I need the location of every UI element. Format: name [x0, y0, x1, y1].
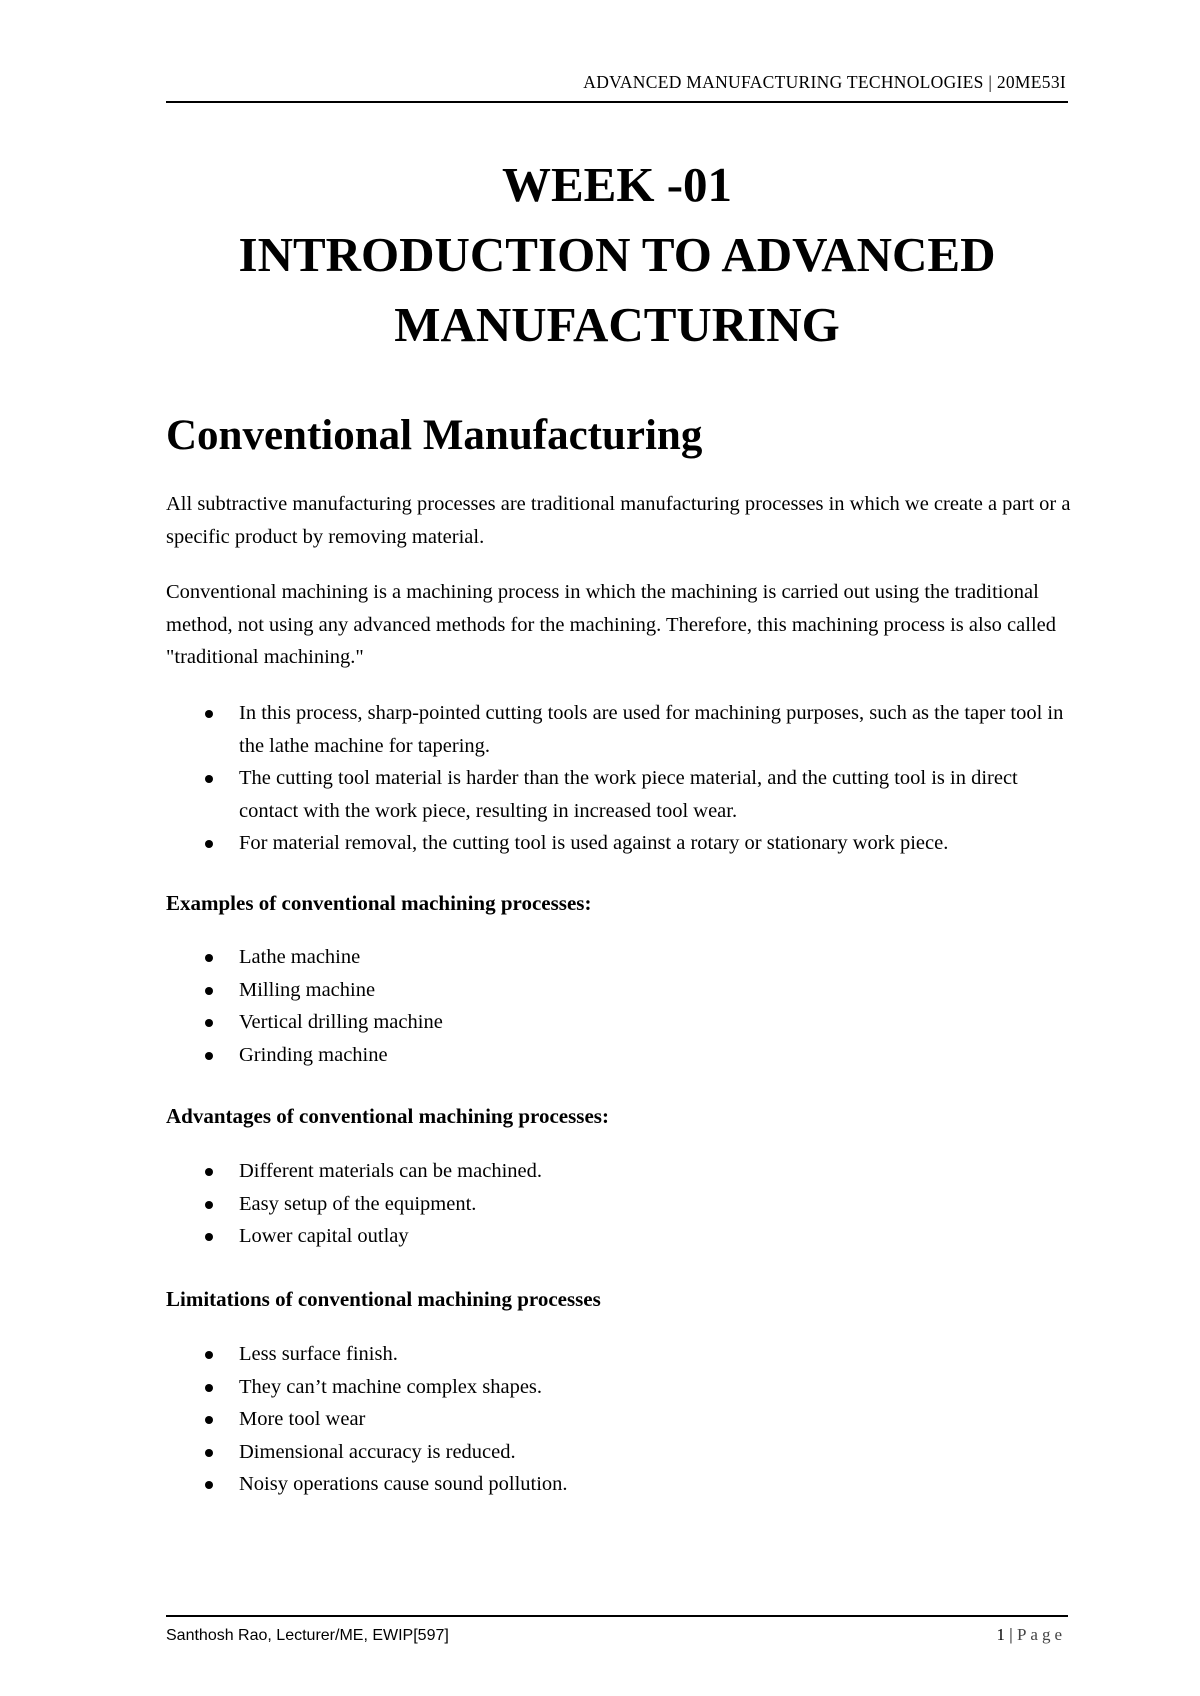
list-item: Grinding machine	[166, 1039, 1071, 1072]
bullet-icon	[205, 1019, 213, 1027]
header-rule	[166, 101, 1068, 103]
section-heading: Conventional Manufacturing	[166, 412, 703, 459]
title-week: WEEK -01	[501, 157, 733, 212]
bullet-icon	[205, 1449, 213, 1457]
process-points-list	[166, 697, 1071, 860]
title-line-3: MANUFACTURING	[394, 297, 840, 352]
list-item: Less surface finish.	[166, 1338, 1071, 1371]
title-line-2: INTRODUCTION TO ADVANCED	[238, 227, 996, 282]
page-number	[900, 1625, 1066, 1645]
list-item: For material removal, the cutting tool is used against a rotary or stationary work piece.	[166, 827, 1071, 860]
page-number-value: 1	[996, 1625, 1006, 1644]
bullet-icon	[205, 987, 213, 995]
list-item: Noisy operations cause sound pollution.	[166, 1468, 1071, 1501]
list-item: Lower capital outlay	[166, 1220, 1071, 1253]
advantages-heading: Advantages of conventional machining processes:	[166, 1104, 609, 1128]
list-item: Milling machine	[166, 974, 1071, 1007]
bullet-icon	[205, 1201, 213, 1209]
page-separator: |	[1009, 1625, 1013, 1644]
list-item: Different materials can be machined.	[166, 1155, 1071, 1188]
bullet-icon	[205, 775, 213, 783]
advantages-list	[166, 1155, 1071, 1253]
intro-paragraph: All subtractive manufacturing processes are traditional manufacturing processes in which we create a part or a specific product by removing material.	[166, 493, 1071, 548]
running-header: ADVANCED MANUFACTURING TECHNOLOGIES | 20ME53I	[583, 72, 1066, 92]
list-item: They can’t machine complex shapes.	[166, 1371, 1071, 1404]
bullet-icon	[205, 1481, 213, 1489]
limitations-list	[166, 1338, 1071, 1501]
list-item: Lathe machine	[166, 941, 1071, 974]
examples-heading: Examples of conventional machining processes:	[166, 891, 592, 915]
footer-rule	[166, 1615, 1068, 1617]
definition-paragraph: Conventional machining is a machining process in which the machining is carried out using the traditional method, not using any advanced methods for the machining. Therefore, this machining process is also called "traditional machining."	[166, 581, 1056, 668]
list-item: Easy setup of the equipment.	[166, 1188, 1071, 1221]
footer-author: Santhosh Rao, Lecturer/ME, EWIP[597]	[166, 1627, 449, 1644]
bullet-icon	[205, 1351, 213, 1359]
list-item: Vertical drilling machine	[166, 1006, 1071, 1039]
bullet-icon	[205, 954, 213, 962]
list-item: In this process, sharp-pointed cutting tools are used for machining purposes, such as the taper tool in the lathe machine for tapering.	[166, 697, 1071, 762]
bullet-icon	[205, 1416, 213, 1424]
bullet-icon	[205, 1052, 213, 1060]
bullet-icon	[205, 840, 213, 848]
bullet-icon	[205, 1168, 213, 1176]
bullet-icon	[205, 1384, 213, 1392]
bullet-icon	[205, 1233, 213, 1241]
list-item: Dimensional accuracy is reduced.	[166, 1436, 1071, 1469]
limitations-heading: Limitations of conventional machining processes	[166, 1287, 601, 1311]
document-title	[166, 150, 1068, 360]
bullet-icon	[205, 710, 213, 718]
list-item: More tool wear	[166, 1403, 1071, 1436]
page-label: Page	[1016, 1625, 1066, 1644]
list-item: The cutting tool material is harder than the work piece material, and the cutting tool is in direct contact with the work piece, resulting in increased tool wear.	[166, 762, 1071, 827]
examples-list	[166, 941, 1071, 1071]
